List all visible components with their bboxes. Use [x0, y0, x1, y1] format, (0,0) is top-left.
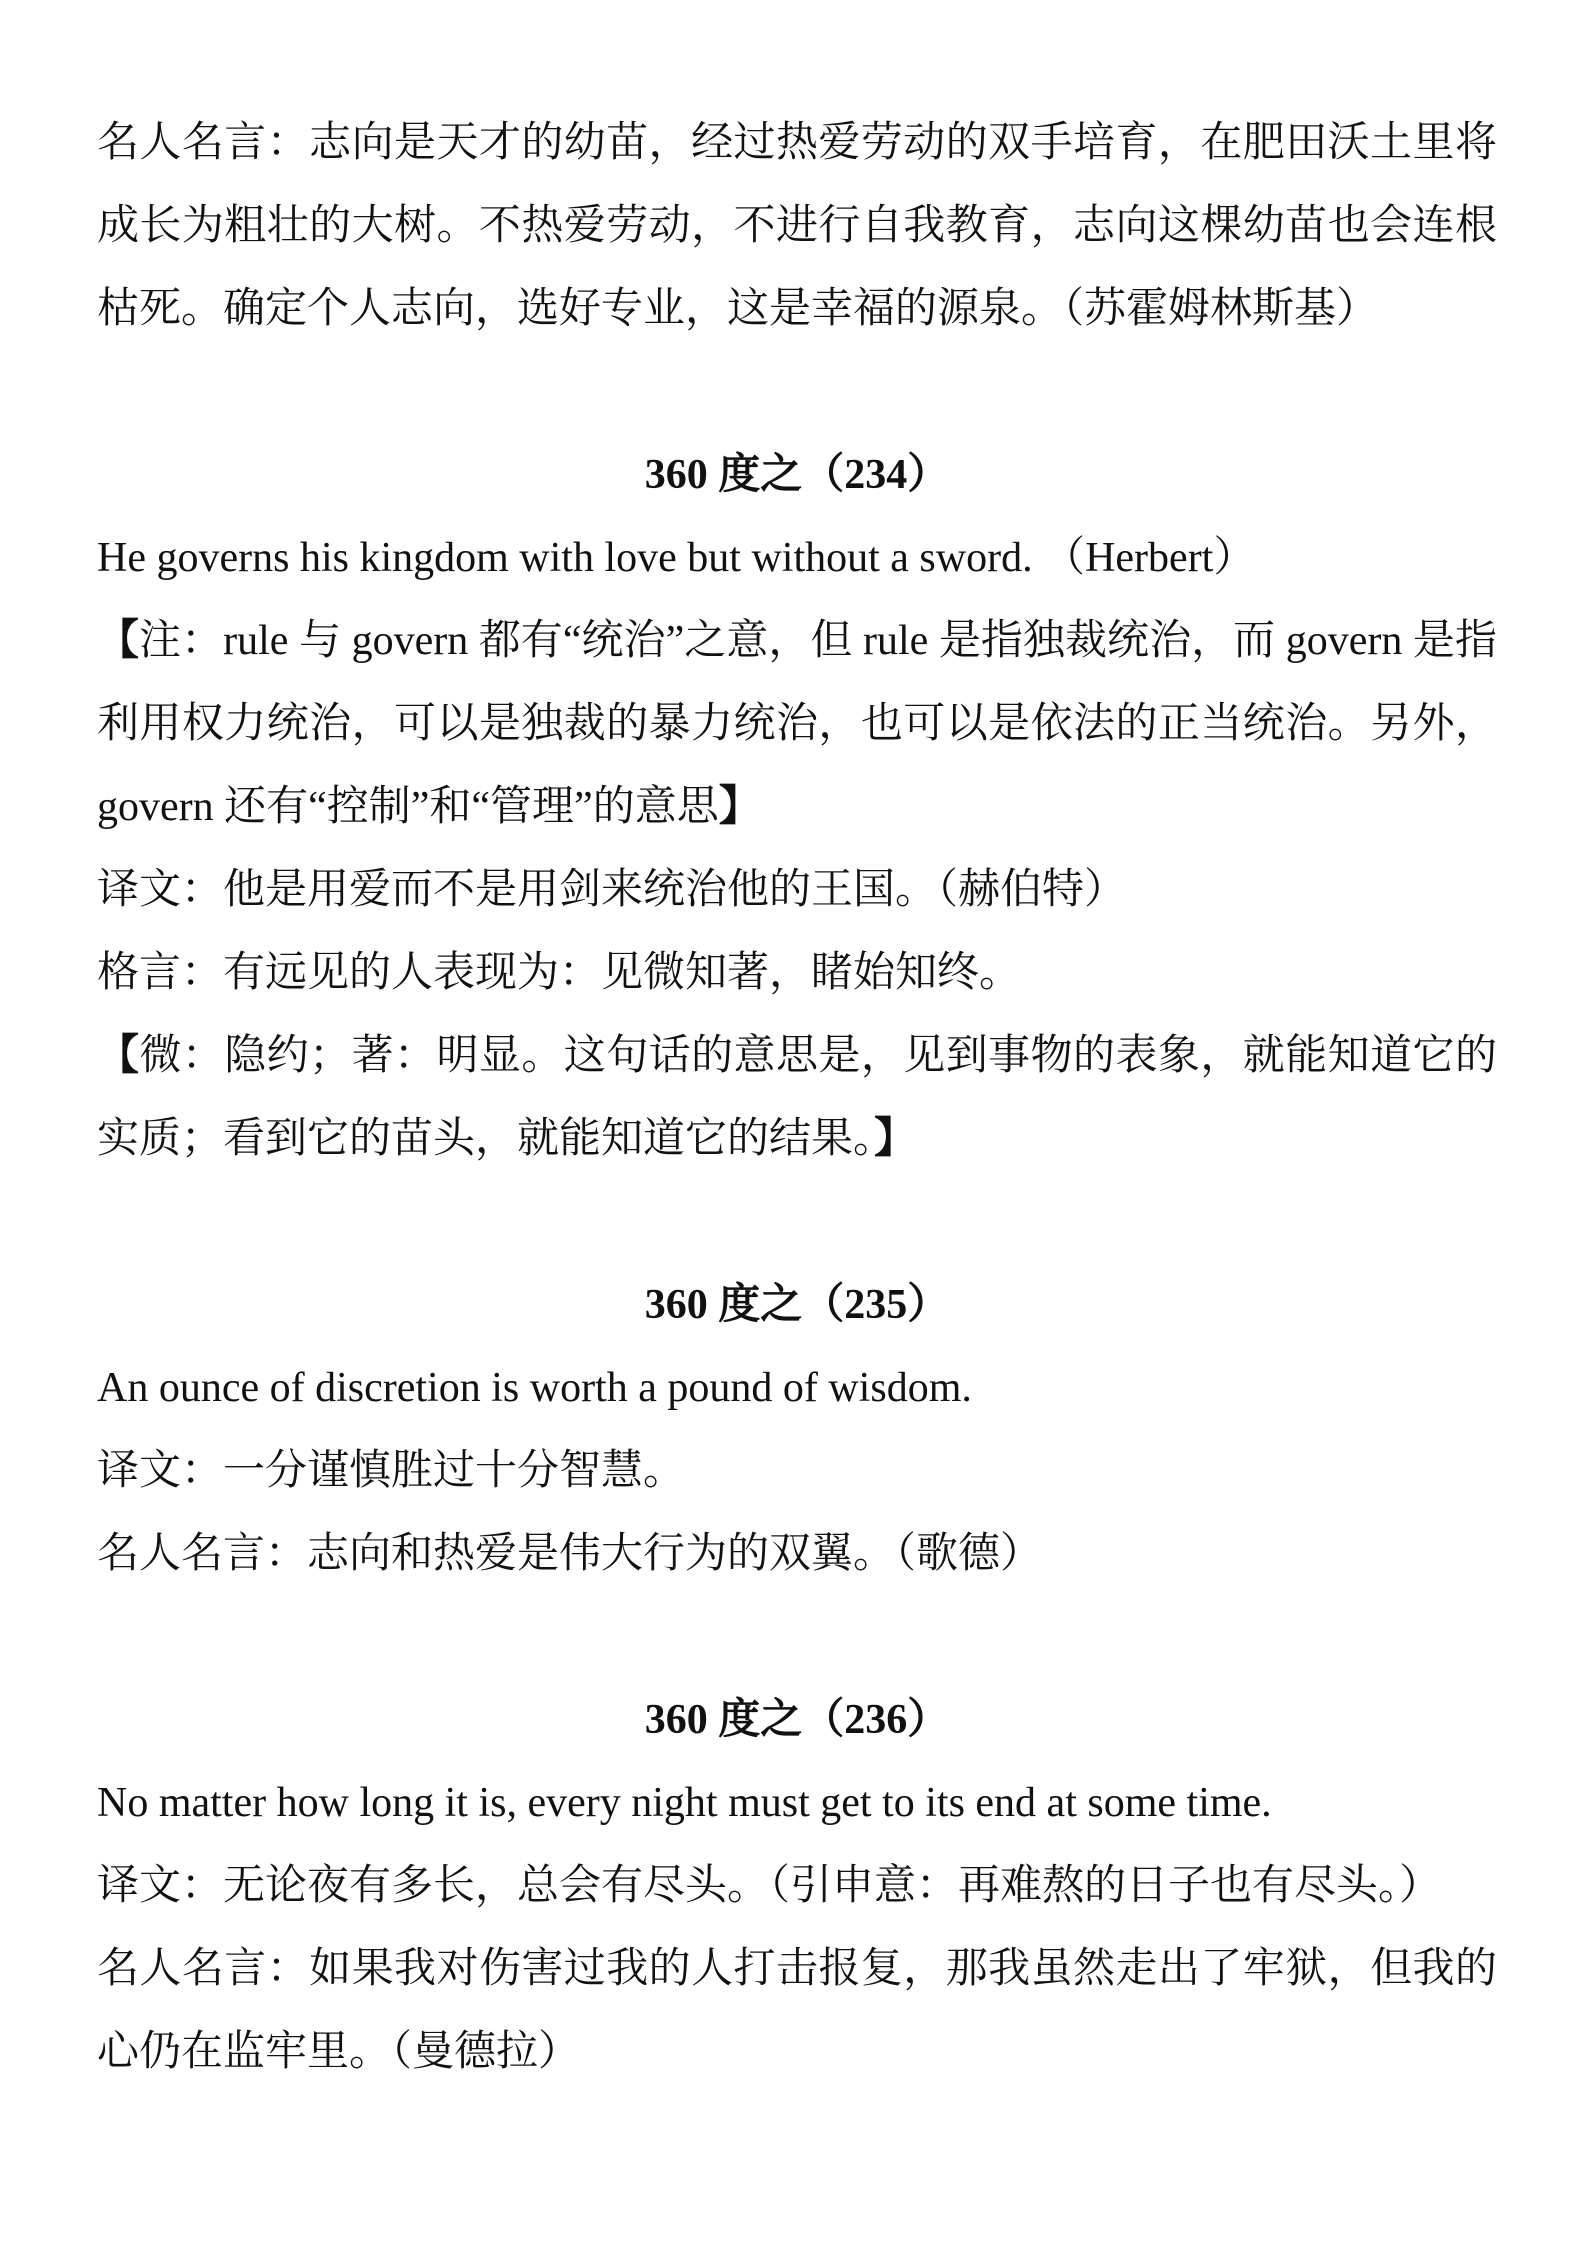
- translation: 译文：他是用爱而不是用剑来统治他的王国。（赫伯特）: [97, 867, 1127, 913]
- translation: 译文：无论夜有多长，总会有尽头。（引申意：再难熬的日子也有尽头。）: [97, 1863, 1442, 1909]
- note-body: 注：rule 与 govern 都有“统治”之意，但 rule 是指独裁统治，而 govern 是指利用权力统治，可以是独裁的暴力统治，也可以是依法的正当统治。另外，govern 还有“控制”和“管理”的意思: [97, 618, 1497, 830]
- document-page: [97, 102, 1497, 2094]
- famous-quote: 名人名言：如果我对伤害过我的人打击报复，那我虽然走出了牢狱，但我的心仍在监牢里。（曼德拉）: [97, 1946, 1497, 2075]
- explain-close-bracket: 】: [874, 1116, 917, 1162]
- note-open-bracket: 【: [97, 618, 140, 664]
- explain-body: 微：隐约；著：明显。这句话的意思是，见到事物的表象，就能知道它的实质；看到它的苗头，就能知道它的结果。: [97, 1033, 1497, 1162]
- section-title: 360 度之（234）: [644, 452, 950, 498]
- section-234: [97, 434, 1497, 1181]
- english-sentence: An ounce of discretion is worth a pound of wisdom.: [97, 1365, 972, 1411]
- english-sentence: No matter how long it is, every night must get to its end at some time.: [97, 1780, 1272, 1826]
- usage-note: [97, 600, 1497, 849]
- section-title: 360 度之（235）: [644, 1282, 950, 1328]
- explain-open-bracket: 【: [97, 1033, 140, 1079]
- section-title: 360 度之（236）: [644, 1697, 950, 1743]
- famous-quote: 名人名言：志向和热爱是伟大行为的双翼。（歌德）: [97, 1531, 1043, 1577]
- motto-explanation: [97, 1015, 1497, 1181]
- motto: 格言：有远见的人表现为：见微知著，睹始知终。: [97, 950, 1022, 996]
- section-236: [97, 1679, 1497, 2094]
- intro-famous-quote: 名人名言：志向是天才的幼苗，经过热爱劳动的双手培育，在肥田沃土里将成长为粗壮的大树。不热爱劳动，不进行自我教育，志向这棵幼苗也会连根枯死。确定个人志向，选好专业，这是幸福的源泉。（苏霍姆林斯基）: [97, 120, 1497, 332]
- translation: 译文：一分谨慎胜过十分智慧。: [97, 1448, 686, 1494]
- section-235: [97, 1264, 1497, 1596]
- english-sentence: He governs his kingdom with love but without a sword. （Herbert）: [97, 535, 1256, 581]
- note-close-bracket: 】: [718, 784, 761, 830]
